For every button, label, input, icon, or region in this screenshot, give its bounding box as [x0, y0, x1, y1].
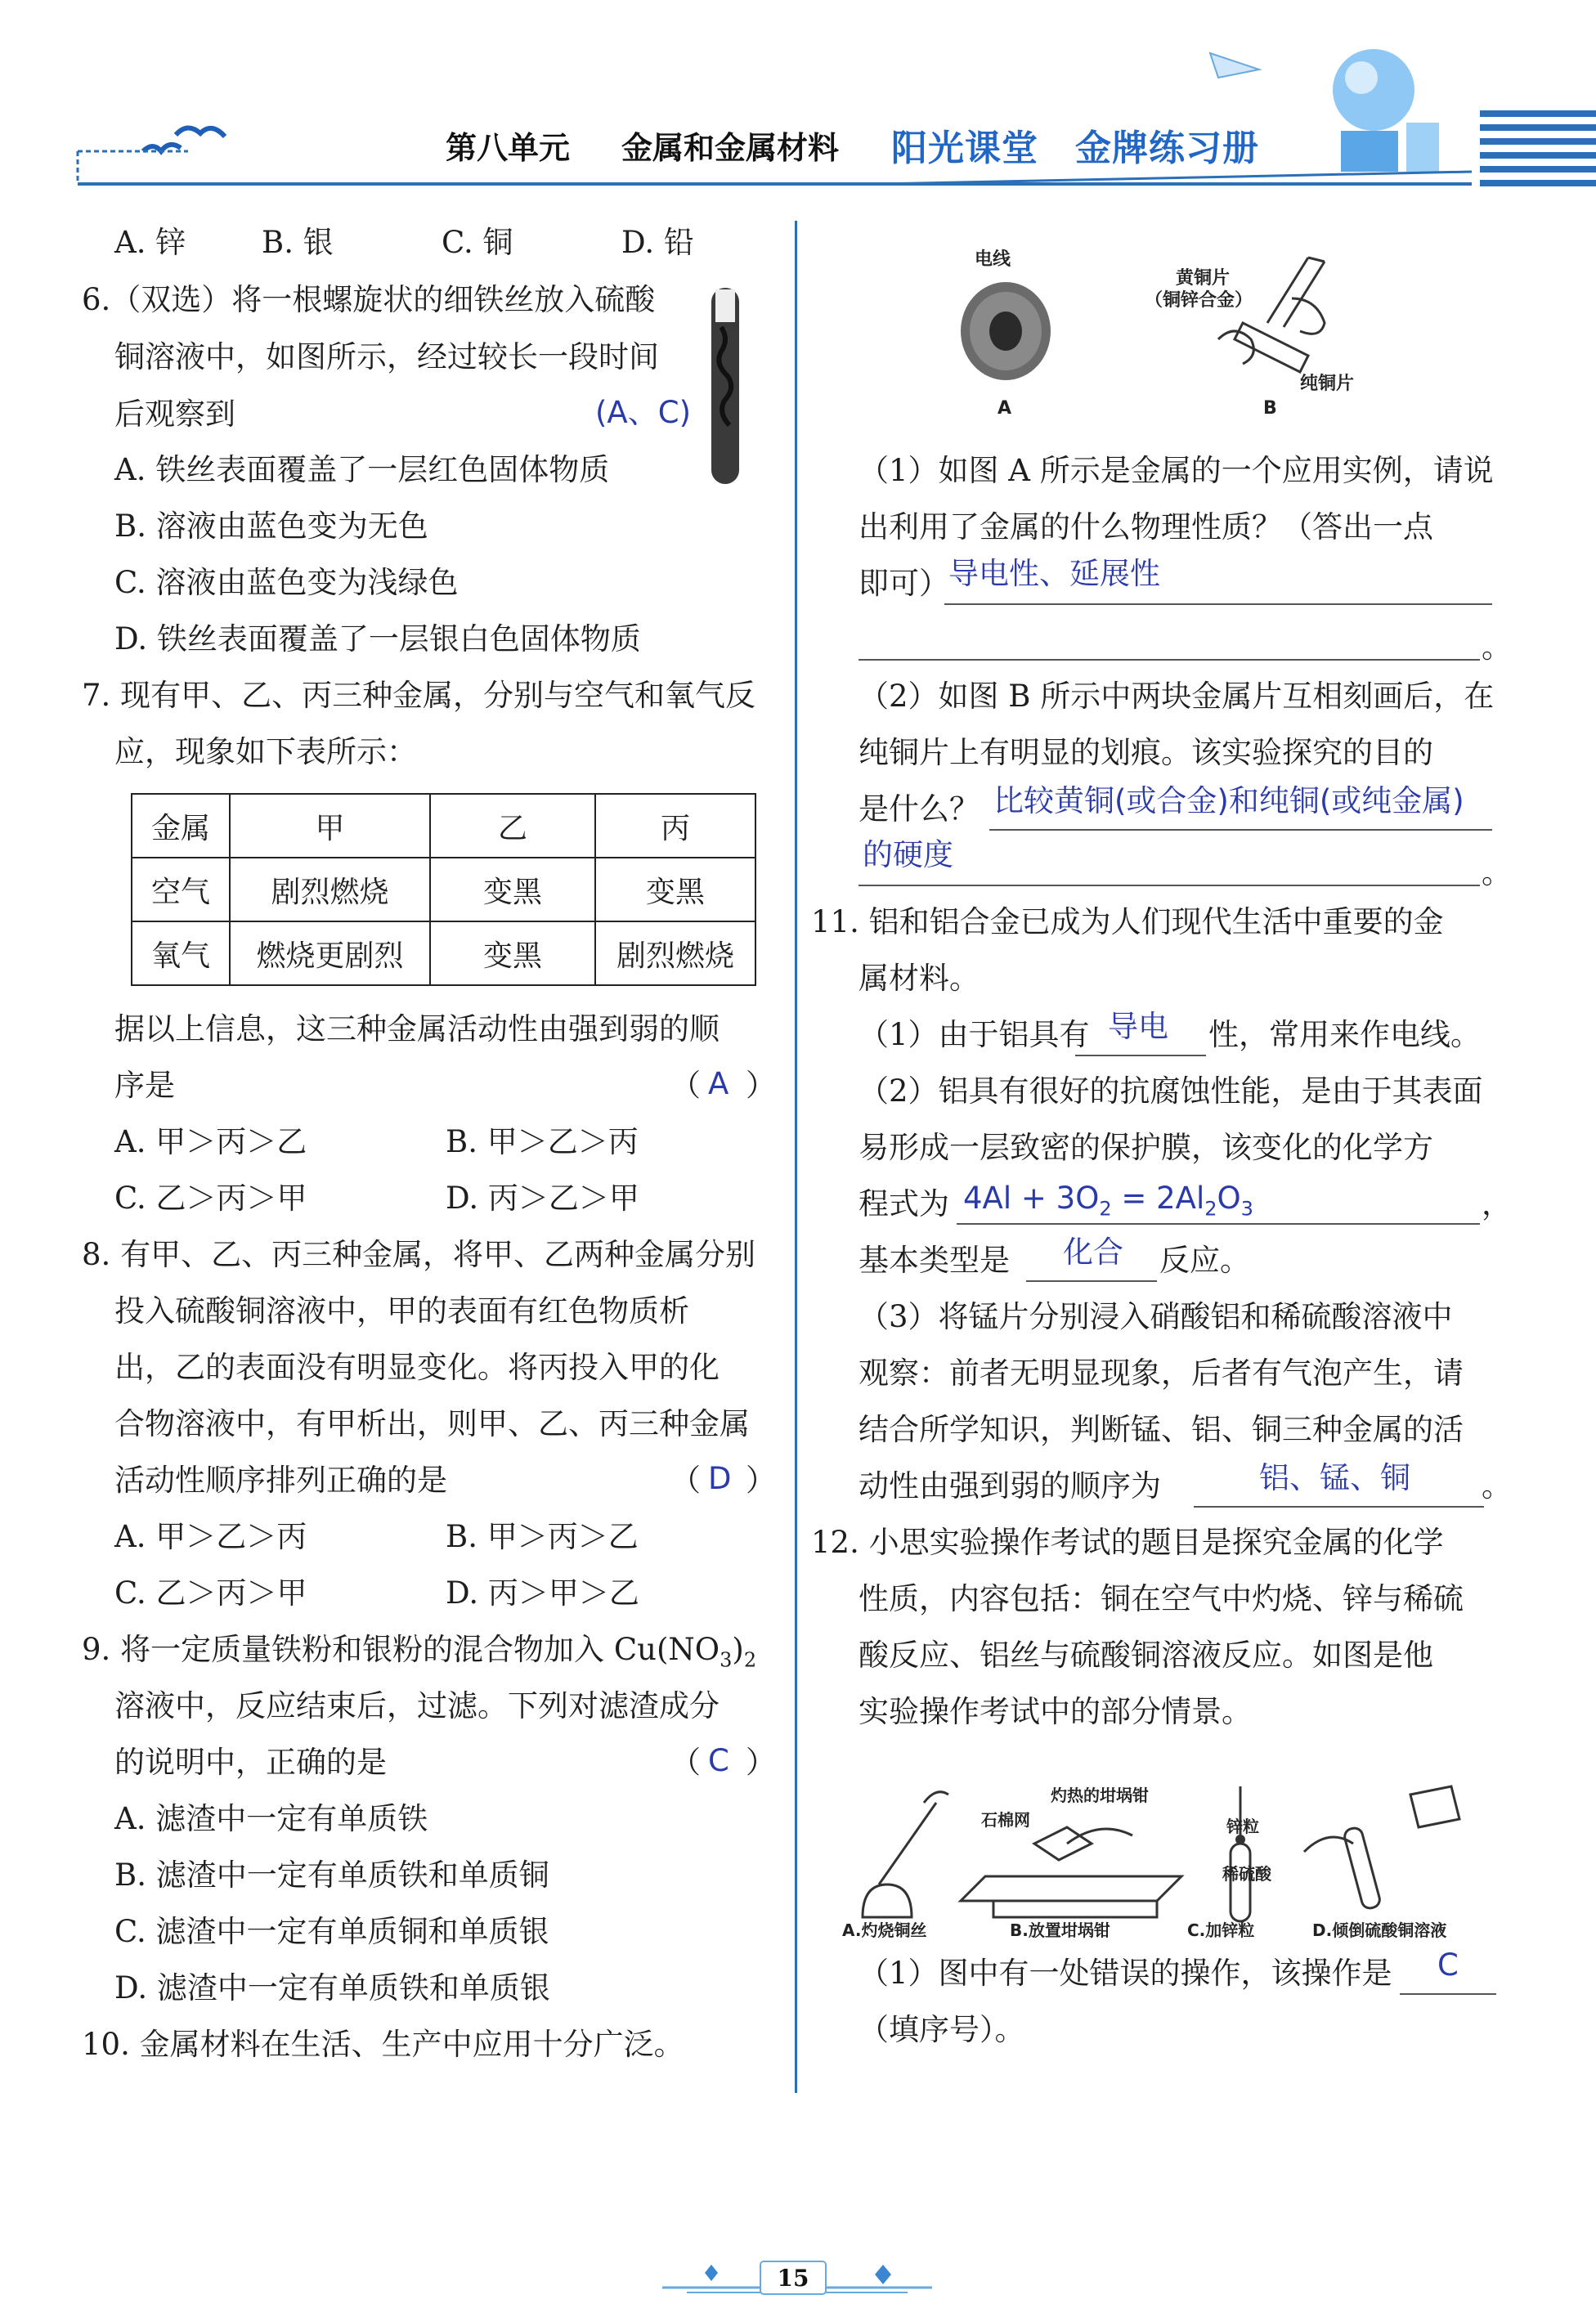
answer-blank: [859, 659, 1480, 661]
answer-blank: [989, 829, 1492, 831]
q9-paren-close: ）: [746, 1745, 776, 1780]
q11-p1-post: 性，常用来作电线。: [1208, 1017, 1481, 1052]
fig-caption-a: A.灼烧铜丝: [842, 1920, 927, 1940]
answer-blank: [1075, 1055, 1206, 1056]
q9-answer: C: [708, 1743, 729, 1778]
q8-option-a: A. 甲＞乙＞丙: [114, 1519, 307, 1554]
q8-answer: D: [708, 1461, 732, 1496]
q7-stem-line: 7. 现有甲、乙、丙三种金属，分别与空气和氧气反: [82, 678, 756, 713]
eq-subscript: 2: [1099, 1197, 1112, 1221]
table-cell: 甲: [230, 794, 430, 858]
q7-option-b: B. 甲＞乙＞丙: [446, 1124, 639, 1159]
experiment-figure: [846, 1770, 1500, 1934]
q11-p3-line: 观察：前者无明显现象，后者有气泡产生，请: [859, 1356, 1464, 1391]
q10-p1-answer: 导电性、延展性: [948, 556, 1160, 591]
test-tube-figure: [705, 286, 746, 491]
q6-option-c: C. 溶液由蓝色变为浅绿色: [114, 565, 459, 600]
column-divider: [795, 221, 797, 2093]
table-cell: 氧气: [132, 921, 230, 985]
q12-p1-pre: （1）图中有一处错误的操作，该操作是: [859, 1956, 1392, 1991]
q11-p1-pre: （1）由于铝具有: [859, 1017, 1090, 1052]
q7-answer: A: [708, 1066, 729, 1101]
table-cell: 金属: [132, 794, 230, 858]
q10-p2-line: （2）如图 B 所示中两块金属片互相刻画后，在: [859, 679, 1495, 714]
q10-p2-line: 是什么？: [859, 791, 980, 827]
table-cell: 空气: [132, 858, 230, 921]
q7-table: [131, 793, 756, 986]
q12-stem-line: 性质，内容包括：铜在空气中灼烧、锌与稀硫: [859, 1581, 1464, 1616]
q9-subscript: 3: [720, 1648, 733, 1672]
q8-stem-line: 合物溶液中，有甲析出，则甲、乙、丙三种金属: [114, 1406, 750, 1441]
q8-option-b: B. 甲＞丙＞乙: [446, 1519, 639, 1554]
eq-subscript: 3: [1240, 1197, 1253, 1221]
q11-p3-pre: 动性由强到弱的顺序为: [859, 1468, 1161, 1504]
q6-option-d: D. 铁丝表面覆盖了一层银白色固体物质: [114, 621, 641, 657]
q8-option-d: D. 丙＞甲＞乙: [446, 1575, 639, 1611]
q9-stem-line: 的说明中，正确的是: [114, 1745, 387, 1780]
q5-option-d: D. 铅: [621, 225, 694, 260]
q7-paren-close: ）: [746, 1068, 776, 1103]
q8-paren-open: （: [670, 1463, 701, 1498]
table-cell: 丙: [595, 794, 755, 858]
page-number: 15: [777, 2265, 809, 2292]
q7-option-d: D. 丙＞乙＞甲: [446, 1181, 639, 1216]
q10-p2-line: 纯铜片上有明显的划痕。该实验探究的目的: [859, 735, 1433, 770]
q9-stem-line: 溶液中，反应结束后，过滤。下列对滤渣成分: [114, 1688, 720, 1723]
eq-part: O: [1217, 1181, 1241, 1216]
q6-option-b: B. 溶液由蓝色变为无色: [114, 509, 428, 544]
fig-label-mesh: 石棉网: [981, 1810, 1030, 1830]
q9-paren-open: （: [670, 1745, 701, 1780]
q9-option-a: A. 滤渣中一定有单质铁: [114, 1801, 428, 1836]
fig-caption-c: C.加锌粒: [1187, 1920, 1255, 1940]
answer-blank: [1400, 1993, 1496, 1995]
q11-p2-line: （2）铝具有很好的抗腐蚀性能，是由于其表面: [859, 1073, 1483, 1109]
q6-stem-line: 铜溶液中，如图所示，经过较长一段时间: [114, 339, 659, 374]
answer-blank: [1194, 1506, 1484, 1508]
q8-stem-line: 8. 有甲、乙、丙三种金属，将甲、乙两种金属分别: [82, 1237, 756, 1272]
q8-stem-line: 出，乙的表面没有明显变化。将丙投入甲的化: [114, 1350, 720, 1385]
header-stripes: [1480, 110, 1596, 186]
q5-option-b: B. 银: [262, 225, 334, 260]
unit-title: 第八单元: [446, 130, 571, 166]
q7-after-line: 据以上信息，这三种金属活动性由强到弱的顺: [114, 1011, 720, 1046]
fig-label-acid: 稀硫酸: [1222, 1864, 1271, 1884]
q11-p3-line: （3）将锰片分别浸入硝酸铝和稀硫酸溶液中: [859, 1299, 1453, 1334]
figure-label-brass: 黄铜片: [1176, 268, 1231, 289]
q10-p1-line: 即可）: [859, 566, 949, 601]
q10-p1-line: （1）如图 A 所示是金属的一个应用实例，请说: [859, 453, 1494, 488]
wire-coil-figure: [957, 278, 1055, 384]
q11-stem-line: 11. 铝和铝合金已成为人们现代生活中重要的金: [811, 904, 1444, 939]
q10-p2-answer-cont: 的硬度: [863, 837, 953, 872]
period: 。: [1482, 1468, 1512, 1504]
q8-stem-line: 活动性顺序排列正确的是: [114, 1463, 447, 1498]
q12-p1-post: （填序号）。: [859, 2012, 1025, 2047]
table-cell: 乙: [430, 794, 595, 858]
q11-p2-line: 易形成一层致密的保护膜，该变化的化学方: [859, 1130, 1433, 1165]
brand-title: 阳光课堂 金牌练习册: [891, 128, 1259, 169]
q11-stem-line: 属材料。: [859, 961, 980, 996]
q7-stem-line: 应，现象如下表所示：: [114, 734, 417, 769]
q9-paren: ): [732, 1632, 744, 1667]
eq-part: 4Al + 3O: [963, 1181, 1100, 1216]
q9-option-b: B. 滤渣中一定有单质铁和单质铜: [114, 1858, 549, 1893]
table-row: [132, 921, 755, 985]
q10-p1-line: 出利用了金属的什么物理性质？（答出一点: [859, 509, 1433, 545]
table-cell: 变黑: [430, 858, 595, 921]
bird-icon: [176, 128, 225, 137]
fig-caption-d: D.倾倒硫酸铜溶液: [1312, 1920, 1447, 1940]
table-cell: 燃烧更剧烈: [230, 921, 430, 985]
q11-type-answer: 化合: [1063, 1235, 1123, 1270]
q8-paren-close: ）: [746, 1463, 776, 1498]
figure-label-b: B: [1263, 398, 1277, 419]
q12-stem-line: 酸反应、铝丝与硫酸铜溶液反应。如图是他: [859, 1638, 1433, 1673]
q6-option-a: A. 铁丝表面覆盖了一层红色固体物质: [114, 452, 610, 487]
paper-plane-icon: [1210, 53, 1259, 78]
q12-stem-line: 12. 小思实验操作考试的题目是探究金属的化学: [811, 1525, 1444, 1560]
answer-blank: [957, 1223, 1480, 1225]
table-cell: 变黑: [430, 921, 595, 985]
q9-option-c: C. 滤渣中一定有单质铜和单质银: [114, 1914, 549, 1949]
table-cell: 变黑: [595, 858, 755, 921]
q12-stem-line: 实验操作考试中的部分情景。: [859, 1694, 1252, 1729]
eq-subscript: 2: [1204, 1197, 1217, 1221]
q12-p1-answer: C: [1437, 1947, 1459, 1983]
answer-blank: [1026, 1280, 1157, 1282]
q9-subscript: 2: [743, 1648, 757, 1672]
answer-blank: [859, 885, 1480, 886]
fig-label-tongs: 灼热的坩埚钳: [1051, 1786, 1149, 1805]
table-cell: 剧烈燃烧: [595, 921, 755, 985]
fig-label-zinc: 锌粒: [1226, 1817, 1259, 1836]
figure-label-copper: 纯铜片: [1300, 374, 1355, 394]
q11-p3-line: 结合所学知识，判断锰、铝、铜三种金属的活: [859, 1412, 1464, 1447]
eq-part: = 2Al: [1111, 1181, 1205, 1216]
globe-icon: [1333, 49, 1414, 131]
q8-stem-line: 投入硫酸铜溶液中，甲的表面有红色物质析: [114, 1293, 689, 1329]
q7-option-a: A. 甲＞丙＞乙: [114, 1124, 307, 1159]
chemical-equation: [963, 1181, 1253, 1226]
q9-option-d: D. 滤渣中一定有单质铁和单质银: [114, 1970, 550, 2005]
table-row: [132, 858, 755, 921]
q7-paren-open: （: [670, 1068, 701, 1103]
comma: ，: [1482, 1186, 1512, 1221]
q7-option-c: C. 乙＞丙＞甲: [114, 1181, 307, 1216]
q6-stem-line: 后观察到: [114, 397, 235, 432]
table-row: [132, 794, 755, 858]
figure-label-wire: 电线: [975, 249, 1011, 270]
period: 。: [1482, 855, 1512, 890]
q5-option-c: C. 铜: [442, 225, 513, 260]
q11-type-pre: 基本类型是: [859, 1243, 1010, 1278]
q11-type-post: 反应。: [1159, 1243, 1250, 1278]
q9-stem-line: [82, 1632, 756, 1678]
q8-option-c: C. 乙＞丙＞甲: [114, 1575, 307, 1611]
q10-p2-answer: 比较黄铜(或合金)和纯铜(或纯金属): [993, 783, 1464, 818]
topic-title: 金属和金属材料: [621, 130, 840, 166]
table-cell: 剧烈燃烧: [230, 858, 430, 921]
q7-after-line: 序是: [114, 1068, 175, 1103]
q11-p3-answer: 铝、锰、铜: [1259, 1460, 1410, 1495]
q6-answer: (A、C): [595, 395, 692, 430]
fig-caption-b: B.放置坩埚钳: [1010, 1920, 1110, 1940]
q11-p2-pre: 程式为: [859, 1186, 949, 1221]
answer-blank: [944, 603, 1492, 605]
q11-p1-answer: 导电: [1108, 1009, 1168, 1044]
period: 。: [1482, 630, 1512, 665]
figure-label-a: A: [998, 398, 1012, 419]
q6-stem-line: 6.（双选）将一根螺旋状的细铁丝放入硫酸: [82, 282, 656, 317]
q10-stem: 10. 金属材料在生活、生产中应用十分广泛。: [82, 2027, 684, 2062]
figure-label-brass-alloy: （铜锌合金）: [1145, 290, 1253, 311]
q9-stem-text: 9. 将一定质量铁粉和银粉的混合物加入 Cu(NO: [82, 1632, 720, 1667]
q5-option-a: A. 锌: [114, 225, 186, 260]
